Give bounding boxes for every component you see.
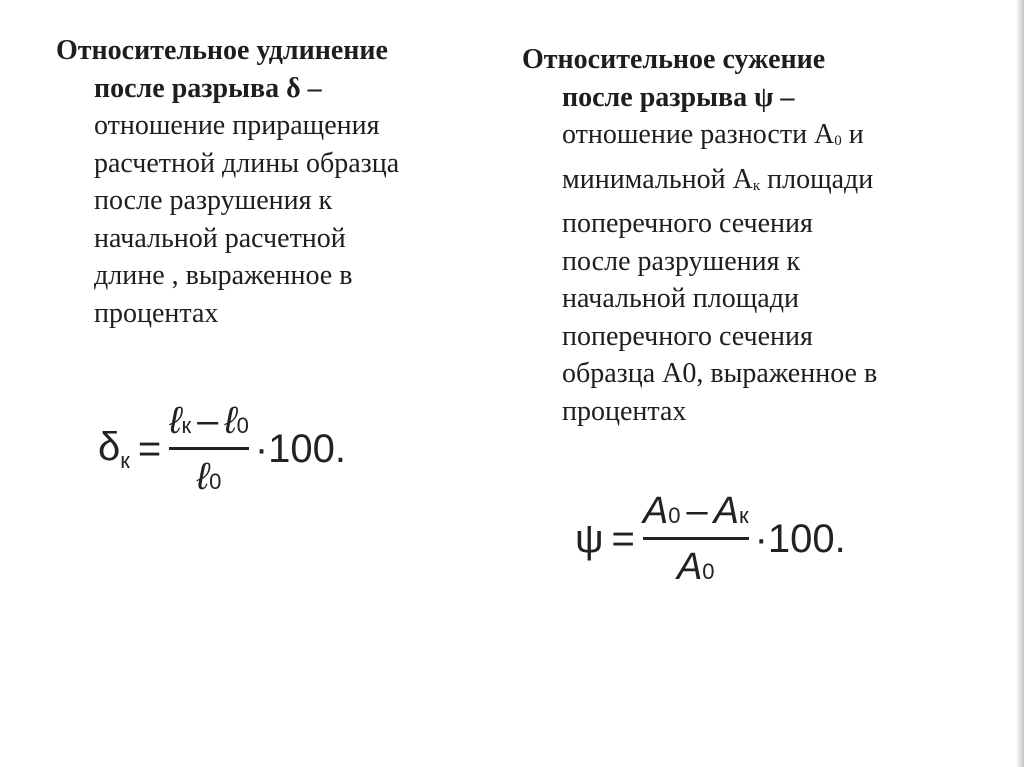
length-symbol: ℓ	[196, 456, 210, 498]
subscript: к	[181, 413, 192, 438]
subscript: к	[738, 503, 749, 528]
subscript: 0	[209, 469, 222, 494]
delta-symbol: δ	[98, 425, 121, 469]
equals-sign: =	[137, 427, 162, 471]
fraction	[643, 490, 749, 589]
fraction-bar	[643, 537, 749, 540]
elongation-formula	[98, 400, 346, 499]
reduction-body-text: площади	[760, 163, 874, 195]
reduction-body-text: отношение разности А	[562, 119, 835, 150]
elongation-heading-line1: Относительное удлинение	[56, 35, 388, 66]
reduction-body-text: и	[841, 119, 864, 150]
reduction-body-line	[522, 161, 982, 206]
reduction-definition	[522, 41, 982, 430]
reduction-body-line: поперечного сечения	[562, 320, 813, 352]
minus-sign: –	[686, 490, 708, 532]
elongation-body-line: отношение приращения	[94, 110, 380, 141]
fraction	[169, 400, 249, 499]
length-symbol: ℓ	[169, 400, 182, 442]
reduction-formula	[575, 490, 846, 589]
fraction-denominator	[197, 456, 222, 499]
subscript: 0	[668, 503, 681, 528]
reduction-body-line: после разрушения к	[562, 245, 801, 277]
formula-multiplier: ·100.	[254, 427, 347, 471]
length-symbol: ℓ	[224, 400, 237, 442]
elongation-body-line: расчетной длины образца	[94, 147, 400, 179]
reduction-body-line: начальной площади	[562, 283, 799, 314]
equals-sign: =	[611, 517, 635, 561]
reduction-body-line	[522, 116, 982, 161]
area-symbol: A	[676, 546, 703, 588]
reduction-body-line: поперечного сечения	[562, 208, 813, 239]
elongation-body-line: начальной расчетной	[94, 222, 346, 254]
fraction-numerator	[643, 490, 749, 533]
subscript: 0	[702, 559, 715, 584]
elongation-body-line: длине , выраженное в	[94, 260, 353, 291]
reduction-body-line: процентах	[562, 395, 687, 427]
elongation-definition	[56, 32, 496, 332]
minus-sign: –	[197, 400, 219, 442]
fraction-bar	[169, 447, 249, 450]
formula-multiplier: ·100.	[754, 517, 846, 561]
subscript: к	[120, 448, 130, 473]
fraction-denominator	[677, 546, 715, 589]
subscript: 0	[834, 133, 842, 149]
elongation-body-line: после разрушения к	[94, 185, 333, 216]
reduction-body-line: образца А0, выраженное в	[562, 358, 878, 389]
elongation-body-line: процентах	[94, 297, 219, 329]
psi-symbol: ψ	[575, 517, 604, 561]
reduction-heading-line1: Относительное сужение	[522, 44, 826, 75]
subscript: 0	[236, 413, 249, 438]
reduction-heading-line2: после разрыва ψ –	[562, 81, 795, 113]
area-symbol: A	[713, 490, 739, 532]
area-symbol: A	[642, 490, 669, 532]
formula-lhs	[98, 425, 130, 474]
subscript: к	[752, 177, 761, 194]
fraction-numerator	[169, 400, 249, 443]
reduction-body-text: минимальной А	[562, 163, 753, 195]
elongation-heading-line2: после разрыва δ –	[94, 72, 322, 104]
slide-edge-shadow	[1016, 0, 1024, 767]
